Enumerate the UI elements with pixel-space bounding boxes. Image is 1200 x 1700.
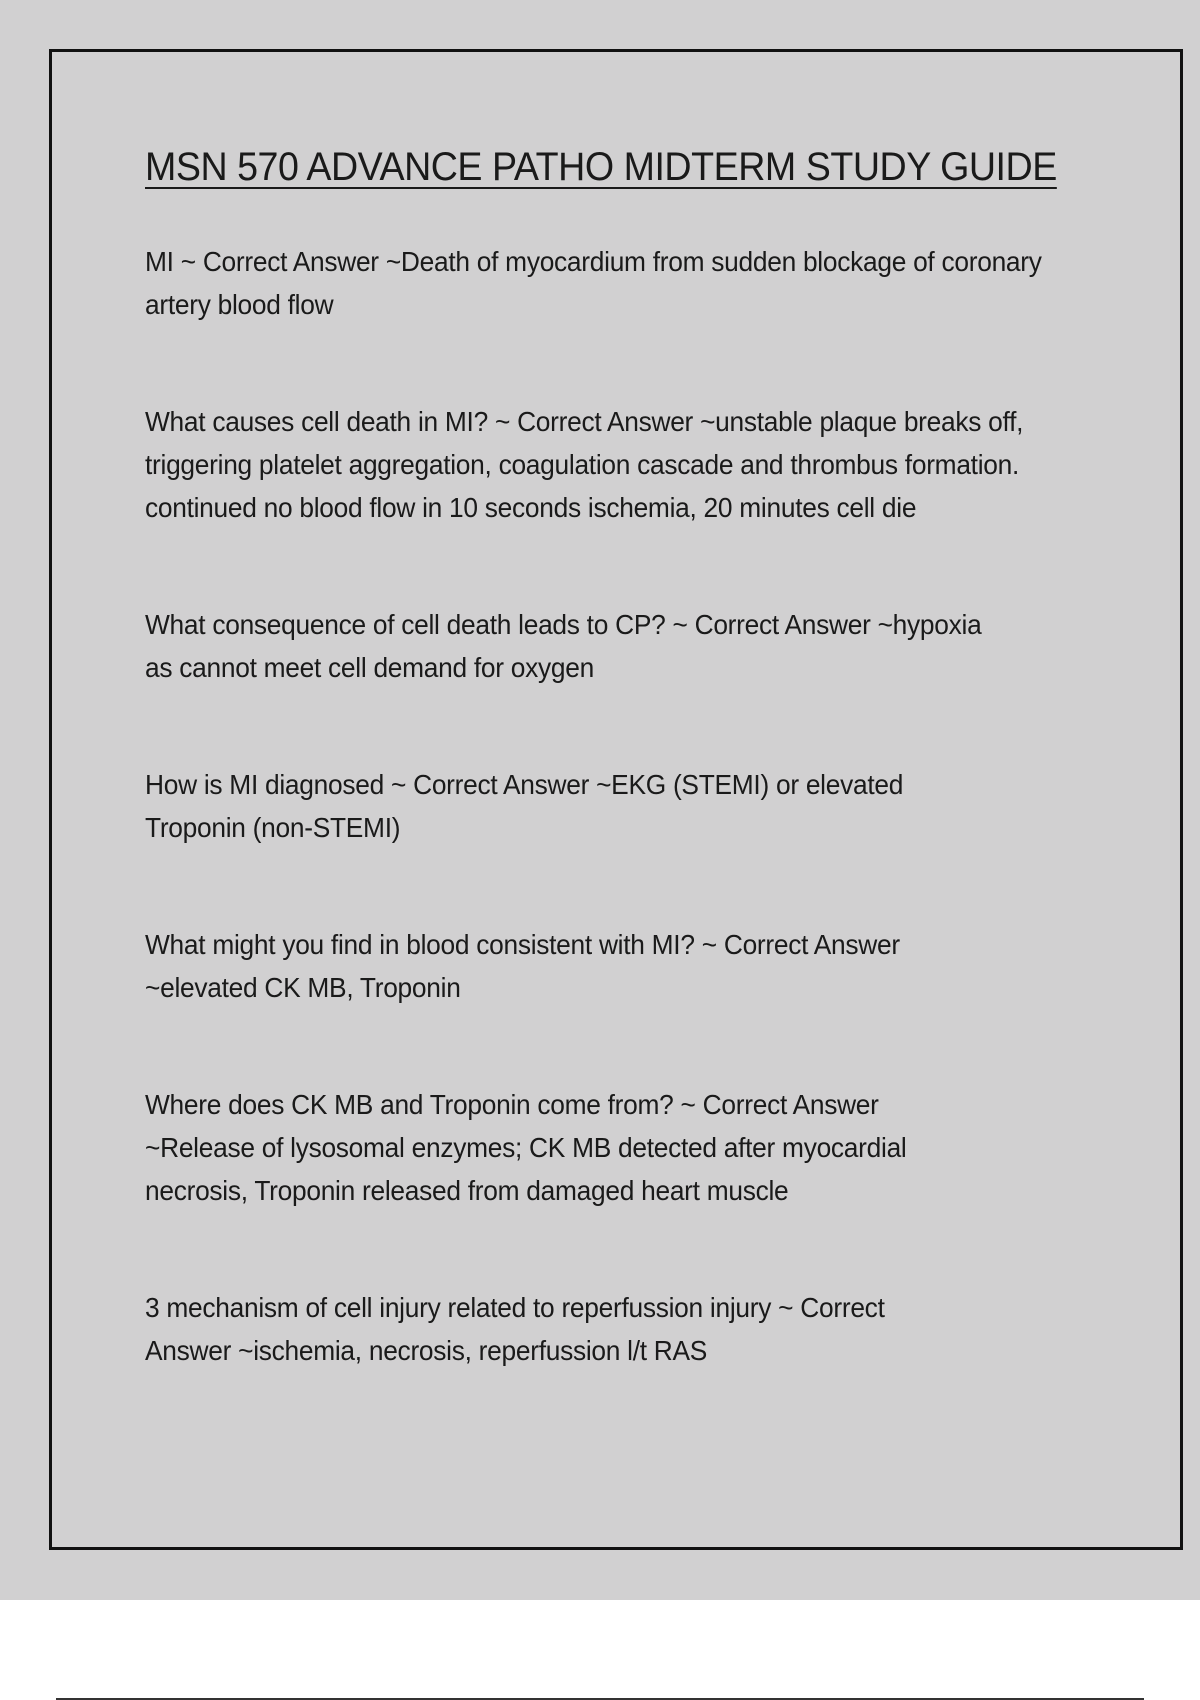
qa-entry-mi-definition: MI ~ Correct Answer ~Death of myocardium from sudden blockage of coronary artery blood flow <box>145 246 1042 320</box>
qa-entry-reperfusion-injury: 3 mechanism of cell injury related to reperfussion injury ~ Correct Answer ~ischemia, necrosis, reperfussion l/t RAS <box>145 1292 885 1366</box>
study-guide-content <box>145 145 1095 1446</box>
qa-entry-blood-findings: What might you find in blood consistent with MI? ~ Correct Answer ~elevated CK MB, Troponin <box>145 929 900 1003</box>
qa-entry-cell-death-cause: What causes cell death in MI? ~ Correct Answer ~unstable plaque breaks off, triggering platelet aggregation, coagulation cascade and thrombus formation. continued no blood flow in 10 seconds ischemia, 20 minutes cell die <box>145 406 1024 523</box>
qa-entry-ckmb-troponin-source: Where does CK MB and Troponin come from? ~ Correct Answer ~Release of lysosomal enzymes; CK MB detected after myocardial necrosis, Troponin released from damaged heart muscle <box>145 1089 907 1206</box>
qa-entry-cp-consequence: What consequence of cell death leads to CP? ~ Correct Answer ~hypoxia as cannot meet cell demand for oxygen <box>145 609 982 683</box>
qa-entry-mi-diagnosis: How is MI diagnosed ~ Correct Answer ~EKG (STEMI) or elevated Troponin (non-STEMI) <box>145 769 904 843</box>
document-title: MSN 570 ADVANCE PATHO MIDTERM STUDY GUIDE <box>145 145 1057 189</box>
